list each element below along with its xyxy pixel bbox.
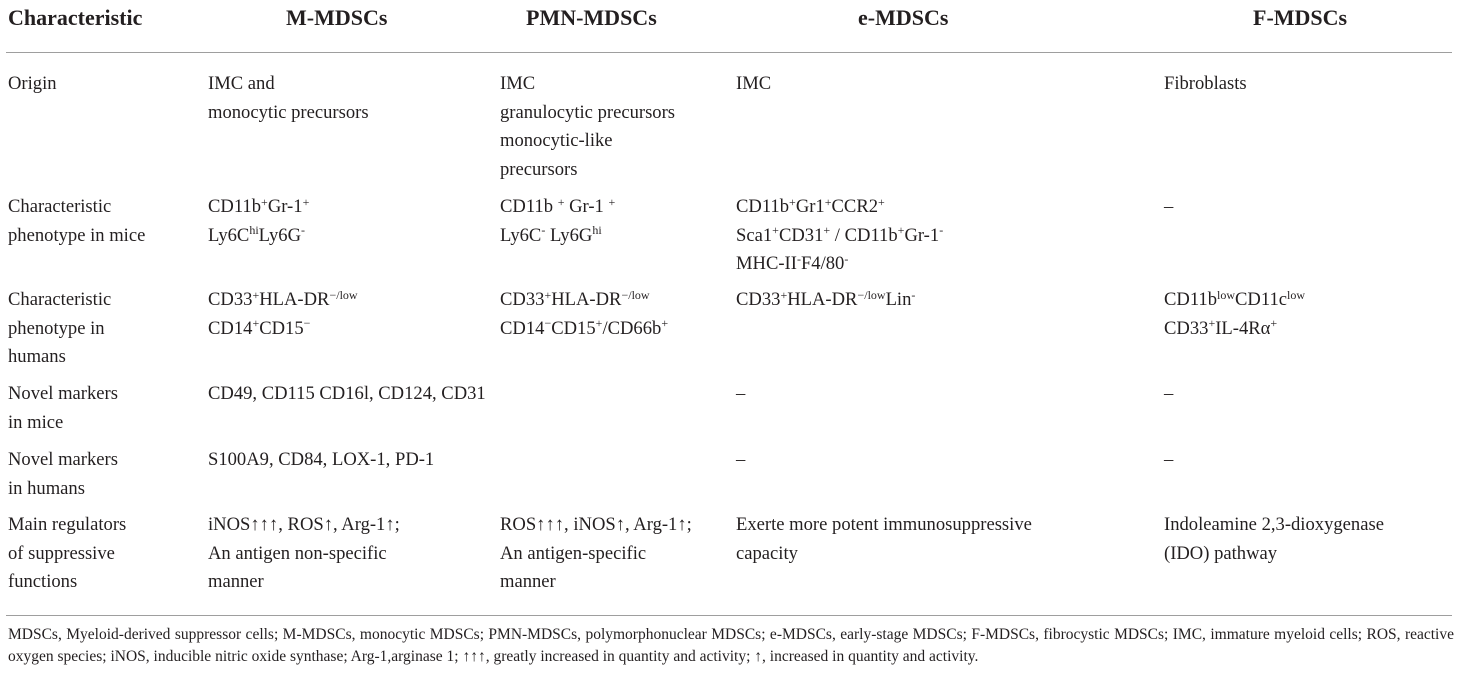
row-origin-label: Origin	[8, 73, 57, 94]
header-pmn-mdscs: PMN-MDSCs	[526, 5, 657, 30]
row-novel-humans-f: –	[1164, 449, 1174, 470]
row-phenotype-mice-m: CD11b+Gr-1+ $Ly6C^{hi}Ly6G^-$	[208, 194, 310, 246]
header-rule	[6, 52, 1452, 53]
row-phenotype-humans-pmn: $CD33^+HLA-DR^{-/low}$ CD14−CD15+/CD66b+	[500, 287, 669, 339]
header-e-mdscs: e-MDSCs	[858, 5, 949, 30]
row-phenotype-humans-e: $CD33^+HLA-DR^{-/low}Lin^-$	[736, 287, 916, 310]
row-phenotype-humans-label: Characteristic phenotype in humans	[8, 289, 112, 367]
row-origin-pmn: IMC granulocytic precursors monocytic-like precursors	[500, 73, 676, 180]
row-phenotype-mice-label: Characteristic phenotype in mice	[8, 196, 146, 246]
row-novel-humans-e: –	[736, 449, 746, 470]
row-origin-m: IMC and monocytic precursors	[208, 73, 369, 123]
row-novel-humans-m-pmn: S100A9, CD84, LOX-1, PD-1	[208, 449, 435, 470]
row-phenotype-humans-m: $CD33^+HLA-DR^{-/low}$ CD14+CD15−	[208, 287, 358, 339]
header-m-mdscs: M-MDSCs	[286, 5, 388, 30]
footer-rule	[6, 615, 1452, 616]
row-novel-mice-label: Novel markers in mice	[8, 383, 118, 433]
row-origin-e: IMC	[736, 73, 772, 94]
row-novel-humans-label: Novel markers in humans	[8, 449, 118, 499]
row-regulators-f: Indoleamine 2,3-dioxygenase (IDO) pathway	[1164, 514, 1384, 564]
row-regulators-m: iNOS↑↑↑, ROS↑, Arg-1↑; An antigen non-specific manner	[208, 514, 400, 592]
header-characteristic: Characteristic	[8, 5, 143, 30]
row-regulators-pmn: ROS↑↑↑, iNOS↑, Arg-1↑; An antigen-specific manner	[500, 514, 692, 592]
row-regulators-e: Exerte more potent immunosuppressive capacity	[736, 514, 1032, 564]
row-phenotype-humans-f: $CD11b^{low}CD11c^{low}$ CD33+IL-4Rα+	[1164, 287, 1306, 339]
row-novel-mice-f: –	[1164, 383, 1174, 404]
row-regulators-label: Main regulators of suppressive functions	[8, 514, 127, 592]
table-footnote: MDSCs, Myeloid-derived suppressor cells; M-MDSCs, monocytic MDSCs; PMN-MDSCs, polymorphonuclear MDSCs; e-MDSCs, early-stage MDSCs; F-MDSCs, fibrocystic MDSCs; IMC, immature myeloid cells; ROS, reactive oxygen species; iNOS, inducible nitric oxide synthase; Arg-1,arginase 1; ↑↑↑, greatly increased in quantity and activity; ↑, increased in quantity and activity.	[8, 626, 1454, 665]
row-novel-mice-m-pmn: CD49, CD115 CD16l, CD124, CD31	[208, 383, 486, 404]
header-f-mdscs: F-MDSCs	[1253, 5, 1348, 30]
row-novel-mice-e: –	[736, 383, 746, 404]
row-phenotype-mice-pmn: CD11b + Gr-1 + Ly6C- $Ly6G^{hi}$	[500, 194, 616, 246]
row-phenotype-mice-f: –	[1164, 196, 1174, 217]
row-origin-f: Fibroblasts	[1164, 73, 1247, 94]
row-phenotype-mice-e: CD11b+Gr1+CCR2+ Sca1+CD31+ / CD11b+Gr-1- MHC-II-F4/80-	[736, 194, 944, 274]
